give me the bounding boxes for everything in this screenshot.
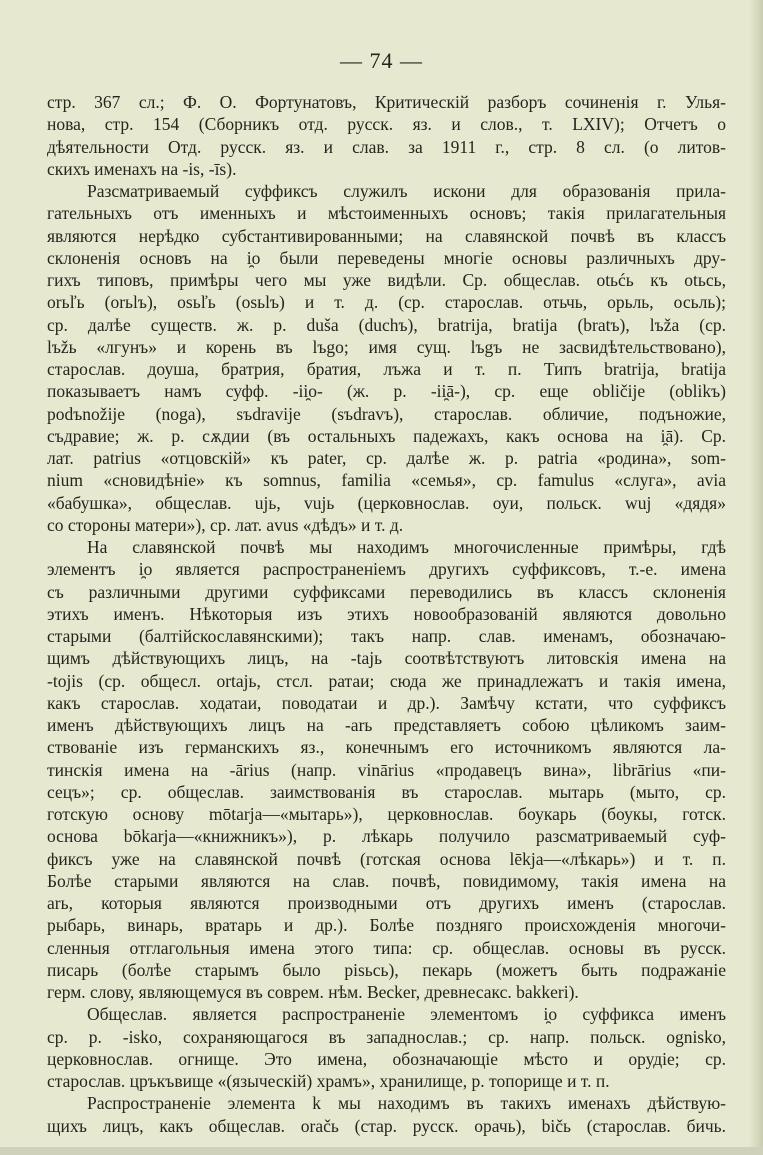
text-line: «бабушка», общеслав. uјь, vujь (церковнослав. оуи, польск. wuj «дядя» xyxy=(47,492,726,513)
text-line: старослав. доуша, братрия, братия, лъжа и т. п. Типъ bratrija, bratija xyxy=(47,359,726,379)
text-line: тинскія имена на -ārius (напр. vinārius «продавецъ вина», librārius «пи- xyxy=(47,759,726,780)
text-line: Общеслав. является распространеніе элементомъ i̯o суффикса именъ xyxy=(87,1004,726,1025)
text-line: nium «сновидѣніе» къ somnus, familia «семья», ср. famulus «слуга», avia xyxy=(47,470,726,491)
paragraph xyxy=(47,1092,726,1137)
paragraph xyxy=(47,91,726,180)
paragraph xyxy=(47,536,726,1003)
text-line: podъnožije (noga), sъdravije (sъdravъ), старослав. обличие, подъножие, xyxy=(47,403,726,424)
text-line: рыбарь, винарь, вратарь и др.). Болѣе поздняго происхожденія многочи- xyxy=(47,915,726,936)
text-line: писарь (болѣе старымъ было pisьсь), пекарь (можетъ быть подражаніе xyxy=(47,959,726,980)
text-line: старыми (балтійскославянскими); такъ напр. слав. именамъ, обозначаю- xyxy=(47,626,726,646)
page-edge-shadow xyxy=(749,0,763,1155)
text-line: съдравие; ж. р. сѫдии (въ остальныхъ падежахъ, какъ основа на i̯ā). Ср. xyxy=(47,425,726,446)
text-line: съ различными другими суффиксами переводились въ классъ склоненія xyxy=(47,581,726,602)
text-line: Разсматриваемый суффиксъ служилъ искони для образованія прила- xyxy=(87,181,726,201)
paragraph xyxy=(47,1003,726,1092)
text-line: -tojis (ср. общесл. ortajь, стсл. ратаи; сюда же принадлежатъ и такія имена, xyxy=(47,670,726,691)
text-line: нова, стр. 154 (Сборникъ отд. русск. яз. и слов., т. LXIV); Отчетъ о xyxy=(47,114,726,135)
text-line: гательныхъ отъ именныхъ и мѣстоименныхъ основъ; такія прилагательныя xyxy=(47,203,726,224)
text-line: основа bōkarja—«книжникъ»), р. лѣкарь получило разсматриваемый суф- xyxy=(47,826,726,847)
text-line: являются нерѣдко субстантивированными; на славянской почвѣ въ классъ xyxy=(47,225,726,246)
text-line: лат. patrius «отцовскій» къ pater, ср. далѣе ж. р. patria «родина», som- xyxy=(47,448,726,468)
paragraph xyxy=(47,180,726,536)
text-line: церковнослав. огнище. Это имена, обозначающіе мѣсто и орудіе; ср. xyxy=(47,1048,726,1069)
page-bottom-edge xyxy=(0,1147,763,1155)
text-line: orьľь (orьlъ), osьľь (osьlъ) и т. д. (ср. старослав. отьчь, орьль, осьль); xyxy=(47,292,726,313)
text-line: На славянской почвѣ мы находимъ многочисленные примѣры, гдѣ xyxy=(87,537,726,557)
text-line: готскую основу mōtarja—«мытарь»), церковнослав. боукарь (боукы, готск. xyxy=(47,804,726,824)
text-line: ср. далѣе существ. ж. р. duša (duchъ), bratrija, bratija (bratъ), lъža (ср. xyxy=(47,314,726,335)
text-line: скихъ именахъ на -is, -īs). xyxy=(47,158,237,179)
text-line: arь, которыя являются производными отъ другихъ именъ (старослав. xyxy=(47,893,726,913)
text-line: стр. 367 сл.; Ф. О. Фортунатовъ, Критическій разборъ сочиненія г. Улья- xyxy=(47,92,726,112)
text-line: фиксъ уже на славянской почвѣ (готская основа lēkja—«лѣкарь») и т. п. xyxy=(47,848,726,869)
text-line: щихъ лицъ, какъ общеслав. orаčь (стар. русск. орачь), bičь (старослав. бичь. xyxy=(47,1115,726,1136)
page-number: — 74 — xyxy=(340,48,423,73)
body-text xyxy=(47,91,726,1137)
text-line: lъžь «лгунъ» и корень въ lъgo; имя сущ. lъgъ не засвидѣтельствовано), xyxy=(47,336,726,357)
text-line: старослав. цръкъвище «(языческій) храмъ», хранилище, р. топорище и т. п. xyxy=(47,1071,610,1091)
text-line: щимъ дѣйствующихъ лицъ, на -tajь соотвѣтствуютъ литовскія имена на xyxy=(47,648,726,669)
text-line: этихъ именъ. Нѣкоторыя изъ этихъ новообразованій являются довольно xyxy=(47,603,726,624)
text-line: герм. слову, являющемуся въ соврем. нѣм. Becker, древнесакс. bakkeri). xyxy=(47,982,579,1002)
text-line: Распространеніе элемента k мы находимъ въ такихъ именахъ дѣйствую- xyxy=(87,1093,726,1114)
text-line: элементъ i̯o является распространеніемъ другихъ суффиксовъ, т.-е. имена xyxy=(47,559,726,580)
text-line: сленныя отглагольныя имена этого типа: ср. общеслав. основы въ русск. xyxy=(47,937,726,958)
text-line: дѣятельности Отд. русск. яз. и слав. за 1911 г., стр. 8 сл. (о литов- xyxy=(47,136,726,157)
text-line: ср. р. -isko, сохраняющагося въ западнослав.; ср. напр. польск. ognisko, xyxy=(47,1026,726,1047)
text-line: гихъ типовъ, примѣры чего мы уже видѣли. Ср. общеслав. otьćь къ otьсь, xyxy=(47,270,726,290)
text-line: со стороны матери»), ср. лат. avus «дѣдъ» и т. д. xyxy=(47,514,404,535)
text-line: склоненія основъ на i̯o были переведены многіе основы различныхъ дру- xyxy=(47,247,726,268)
text-line: ствованіе изъ германскихъ яз., конечнымъ его источникомъ являются ла- xyxy=(47,737,726,758)
text-line: показываетъ намъ суфф. -ii̯o- (ж. р. -ii̯ā-), ср. еще obličije (oblikъ) xyxy=(47,381,726,402)
text-line: Болѣе старыми являются на слав. почвѣ, повидимому, такія имена на xyxy=(47,870,726,891)
text-line: какъ старослав. ходатаи, поводатаи и др.). Замѣчу кстати, что суффиксъ xyxy=(47,692,726,713)
text-line: сецъ»; ср. общеслав. заимствованія въ старослав. мытарь (мыто, ср. xyxy=(47,781,726,802)
text-line: именъ дѣйствующихъ лицъ на -arь представляетъ собою цѣликомъ заим- xyxy=(47,715,726,735)
